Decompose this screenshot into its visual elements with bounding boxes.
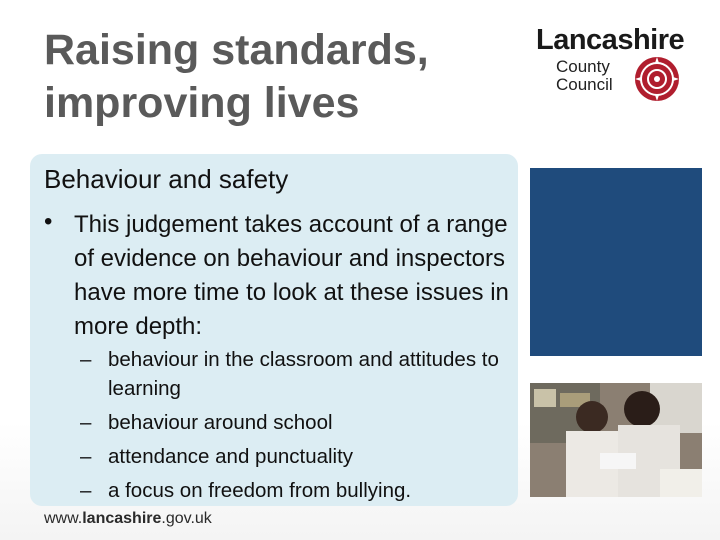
dash-icon: –	[80, 445, 92, 468]
content-box	[30, 154, 518, 506]
logo-subtitle	[556, 58, 613, 94]
lancashire-county-council-logo	[536, 24, 706, 104]
list-item-text: behaviour around school	[108, 411, 333, 434]
footer-url[interactable]	[44, 510, 212, 528]
dash-icon: –	[80, 479, 92, 502]
list-item	[80, 408, 510, 437]
students-photo	[530, 383, 702, 497]
footer-url-prefix: www.	[44, 510, 83, 527]
logo-wordmark: Lancashire	[536, 24, 685, 56]
bullet-dot-icon: •	[44, 208, 53, 235]
logo-subtitle-line2: Council	[556, 75, 613, 94]
logo-subtitle-line1: County	[556, 57, 610, 76]
dash-icon: –	[80, 348, 92, 371]
footer-url-suffix: .gov.uk	[161, 510, 212, 527]
list-item-text: a focus on freedom from bullying.	[108, 479, 412, 502]
list-item-text: behaviour in the classroom and attitudes to learning	[108, 348, 499, 400]
list-item	[80, 476, 510, 505]
list-item	[80, 345, 510, 403]
footer-url-domain: lancashire	[82, 510, 162, 527]
list-item-text: attendance and punctuality	[108, 445, 354, 468]
slide-title: Raising standards, improving lives	[44, 26, 429, 127]
dash-icon: –	[80, 411, 92, 434]
blue-decorative-panel	[530, 168, 702, 356]
list-item	[80, 442, 510, 471]
section-heading: Behaviour and safety	[44, 164, 289, 194]
sub-bullet-list	[80, 345, 510, 505]
red-rose-icon	[632, 54, 682, 104]
main-bullet-text: This judgement takes account of a range of evidence on behaviour and inspectors have more time to look at these issues in more depth:	[74, 211, 509, 340]
